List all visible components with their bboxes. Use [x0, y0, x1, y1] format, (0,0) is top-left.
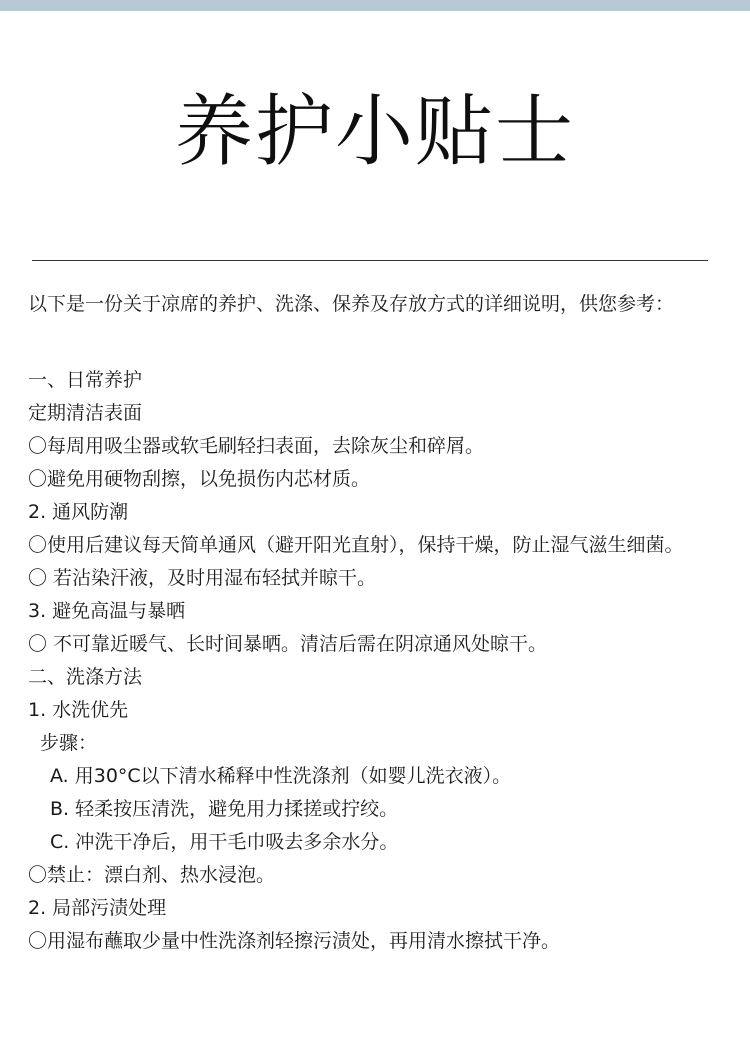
- subheading-water-wash: 1. 水洗优先: [28, 699, 129, 721]
- steps-label: 步骤：: [40, 732, 98, 754]
- document-body: [28, 288, 708, 958]
- list-item: 〇避免用硬物刮擦，以免损伤内芯材质。: [28, 468, 371, 490]
- intro-paragraph: 以下是一份关于凉席的养护、洗涤、保养及存放方式的详细说明，供您参考：: [28, 293, 675, 315]
- list-item: 〇每周用吸尘器或软毛刷轻扫表面，去除灰尘和碎屑。: [28, 435, 485, 457]
- top-color-band: [0, 0, 750, 11]
- section-heading-daily-care: 一、日常养护: [28, 369, 143, 391]
- subheading-ventilation: 2. 通风防潮: [28, 501, 129, 523]
- subheading-stain-treatment: 2. 局部污渍处理: [28, 897, 167, 919]
- list-item: 〇 若沾染汗液，及时用湿布轻拭并晾干。: [28, 567, 377, 589]
- list-item: 〇用湿布蘸取少量中性洗涤剂轻擦污渍处，再用清水擦拭干净。: [28, 930, 561, 952]
- title-divider: [32, 260, 708, 261]
- list-item: 〇使用后建议每天简单通风（避开阳光直射），保持干燥，防止湿气滋生细菌。: [28, 534, 684, 556]
- list-item: 〇 不可靠近暖气、长时间暴晒。清洁后需在阴凉通风处晾干。: [28, 633, 548, 655]
- section-heading-washing: 二、洗涤方法: [28, 666, 143, 688]
- step-item: B. 轻柔按压清洗，避免用力揉搓或拧绞。: [50, 798, 399, 820]
- step-item: A. 用30°C以下清水稀释中性洗涤剂（如婴儿洗衣液）。: [50, 765, 512, 787]
- subheading-avoid-heat: 3. 避免高温与暴晒: [28, 600, 186, 622]
- step-item: C. 冲洗干净后，用干毛巾吸去多余水分。: [50, 831, 399, 853]
- list-item: 〇禁止：漂白剂、热水浸泡。: [28, 864, 276, 886]
- section-spacer: [28, 321, 708, 364]
- page-title: 养护小贴士: [174, 87, 575, 177]
- subheading-regular-cleaning: 定期清洁表面: [28, 402, 143, 424]
